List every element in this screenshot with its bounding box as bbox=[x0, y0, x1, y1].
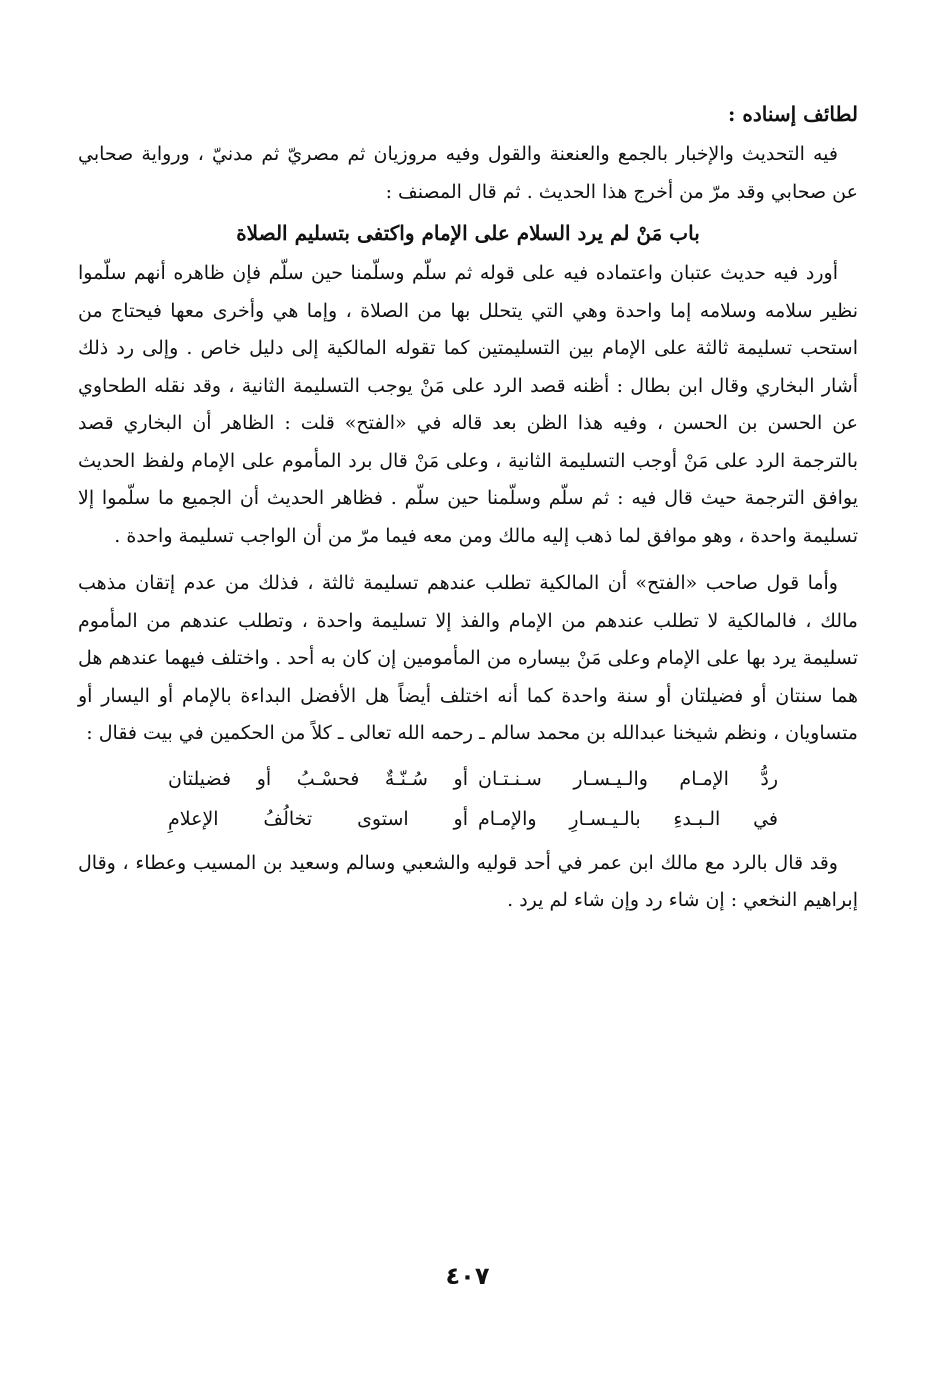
poem-first-hemistich: ردُّ الإمـام والـيـسـار سـنـتـان bbox=[478, 767, 778, 790]
chapter-title: باب مَنْ لم يرد السلام على الإمام واكتفى بتسليم الصلاة bbox=[236, 221, 700, 245]
page-body bbox=[78, 96, 858, 920]
paragraph-isnad-notes: فيه التحديث والإخبار بالجمع والعنعنة والقول وفيه مروزيان ثم مصريّ ثم مدنيّ ، ورواية صحابي عن صحابي وقد مرّ من أخرج هذا الحديث . ثم قال المصنف : bbox=[78, 143, 858, 203]
poem-first-hemistich: في الـبـدءِ بالـيـسـارِ والإمـام bbox=[478, 807, 778, 830]
paragraph-gap bbox=[78, 555, 858, 565]
section-heading: لطائف إسناده : bbox=[728, 102, 858, 126]
poem-second-hemistich: أو استوى تخالُفُ الإعلامِ bbox=[168, 807, 468, 830]
poem-verse bbox=[78, 759, 858, 839]
paragraph-maliki-view: وأما قول صاحب «الفتح» أن المالكية تطلب عندهم تسليمة ثالثة ، فذلك من عدم إتقان مذهب مالك ، فالمالكية لا تطلب عندهم من الإمام والفذ إلا تسليمة واحدة ، وتطلب عندهم من المأموم تسليمة يرد بها على الإمام وعلى مَنْ بيساره من المأمومين إن كان به أحد . واختلف فيهما عندهم هل هما سنتان أو فضيلتان أو سنة واحدة كما أنه اختلف أيضاً هل الأفضل البداءة بالإمام أو اليسار أو متساويان ، ونظم شيخنا عبدالله بن محمد سالم ـ رحمه الله تعالى ـ كلاً من الحكمين في بيت فقال : bbox=[78, 572, 858, 744]
poem-line bbox=[78, 799, 858, 839]
poem-second-hemistich: أو سُـنّـةٌ فحسْـبُ أو فضيلتان bbox=[168, 767, 468, 790]
paragraph-commentary: أورد فيه حديث عتبان واعتماده فيه على قوله ثم سلّم وسلّمنا حين سلّم فإن ظاهره أنهم سلّموا نظير سلامه وسلامه إما واحدة وهي التي يتحلل بها من الصلاة ، وإما هي وأخرى معها فيحتاج من استحب تسليمة ثالثة على الإمام بين التسليمتين كما تقوله المالكية إلى دليل خاص . وإلى رد ذلك أشار البخاري وقال ابن بطال : أظنه قصد الرد على مَنْ يوجب التسليمة الثانية ، وقد نقله الطحاوي عن الحسن بن الحسن ، وفيه هذا الظن بعد قاله في «الفتح» قلت : الظاهر أن البخاري قصد بالترجمة الرد على مَنْ أوجب التسليمة الثانية ، وعلى مَنْ قال برد المأموم على الإمام ولفظ الحديث يوافق الترجمة حيث قال فيه : ثم سلّم وسلّمنا حين سلّم . فظاهر الحديث أن الجميع ما سلّموا إلا تسليمة واحدة ، وهو موافق لما ذهب إليه مالك ومن معه فيما مرّ من أن الواجب تسليمة واحدة . bbox=[78, 262, 858, 547]
paragraph-closing: وقد قال بالرد مع مالك ابن عمر في أحد قوليه والشعبي وسالم وسعيد بن المسيب وعطاء ، وقال إبراهيم النخعي : إن شاء رد وإن شاء لم يرد . bbox=[78, 851, 858, 911]
poem-line bbox=[78, 759, 858, 799]
page-number: ٤٠٧ bbox=[445, 1262, 490, 1290]
